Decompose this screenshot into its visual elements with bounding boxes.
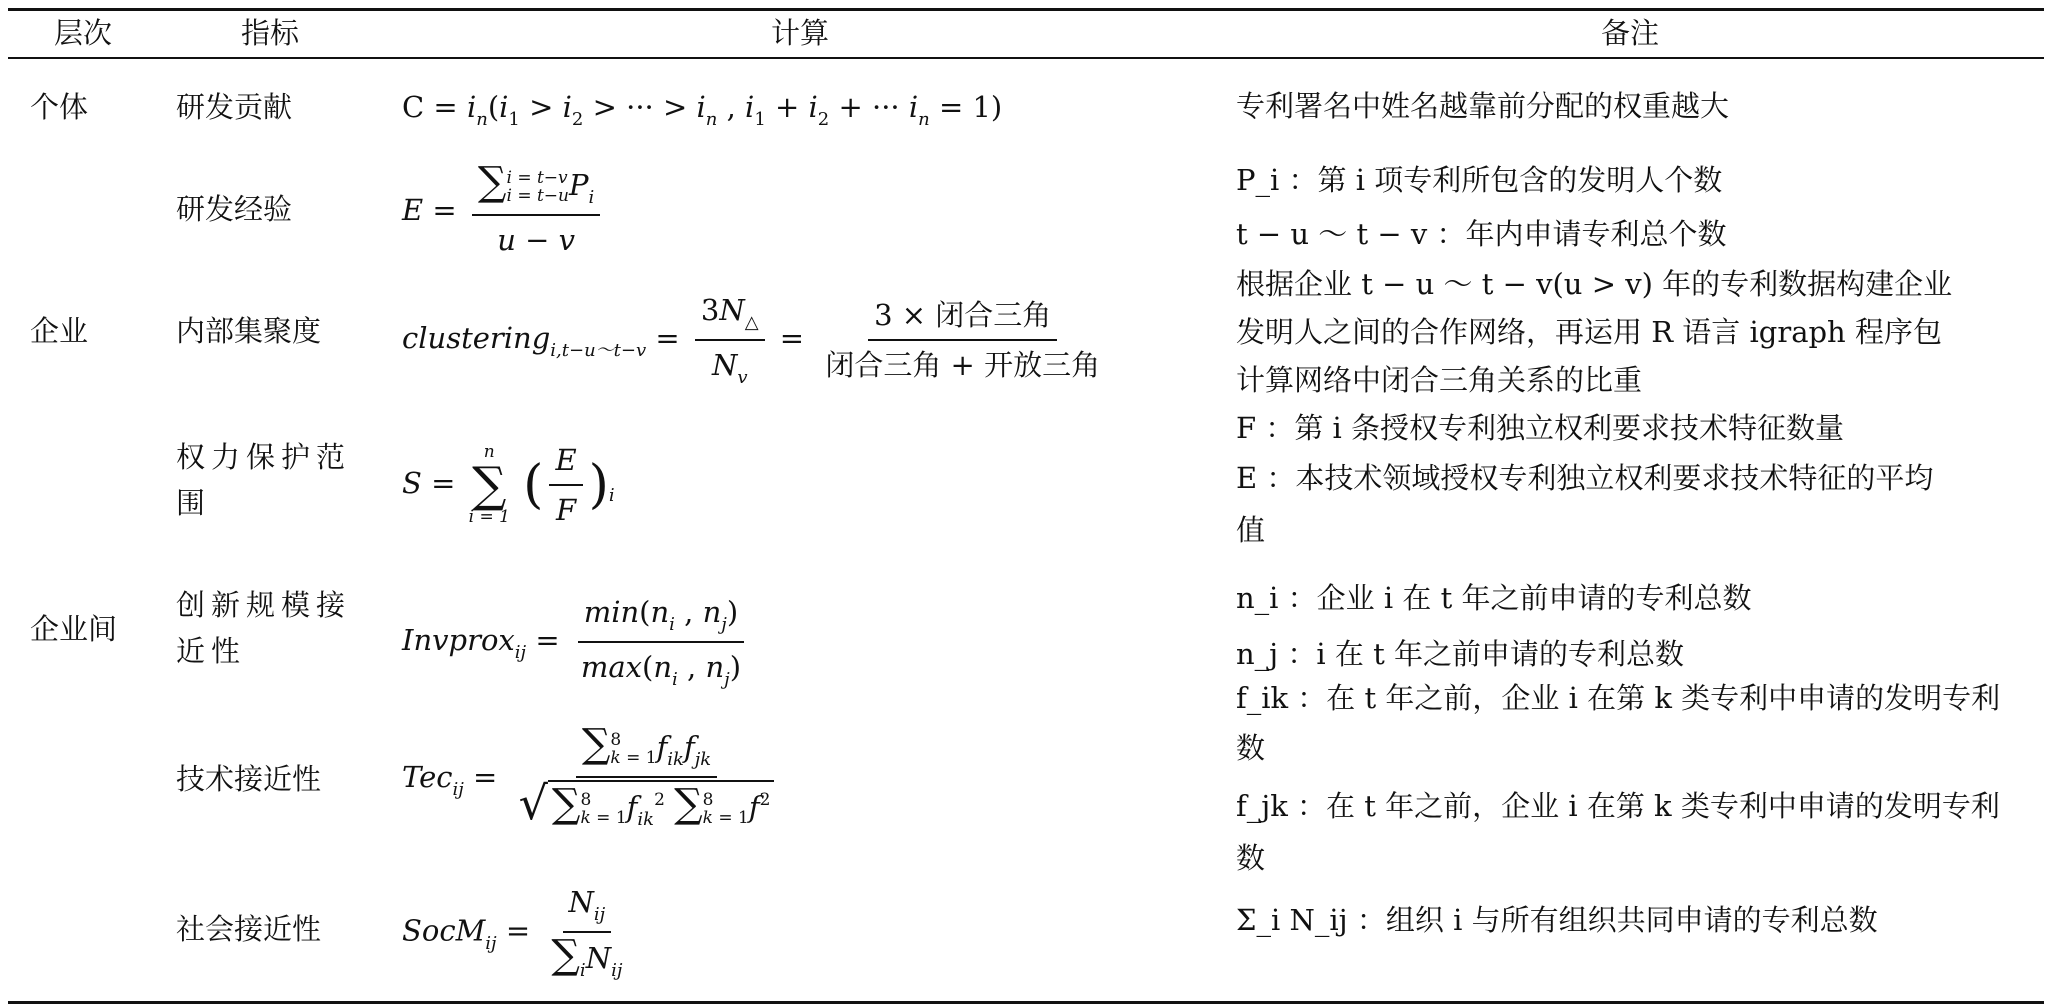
note-rd-experience-1: P_i ：第 i 项专利所包含的发明人个数 [1236, 163, 1723, 197]
note-protection-2: E ：本技术领域授权专利独立权利要求技术特征的平均 [1236, 461, 1934, 495]
indicator-protection-scope: 权力保护范围 [176, 440, 352, 520]
header-indicator: 指标 [240, 16, 299, 50]
indicator-internal-clustering: 内部集聚度 [176, 314, 322, 348]
formula-social-proximity: SocM$_{ij}$ = $\frac{N_{ij}}{\sum_iN_{ij}}$ [402, 880, 634, 985]
level-enterprise: 企业 [30, 314, 89, 348]
table-header-rule [8, 57, 2044, 59]
note-scale-1: n_i ：企业 i 在 t 年之前申请的专利总数 [1236, 581, 1752, 615]
formula-protection-scope: S = n ∑ i = 1 ( $\frac{E}{F}$ )$_i$ [402, 438, 615, 532]
formula-rd-experience: E = ∑ i = t−v i = t−u $P_i$ u − v [402, 162, 606, 262]
note-scale-2: n_j ：i 在 t 年之前申请的专利总数 [1236, 637, 1684, 671]
formula-scale-proximity: Invprox$_{ij}$ = $\frac{\min(n_i , n_j)}{\max(n_i , n_j)}$ [402, 590, 753, 694]
note-social-1: Σ_i N_ij ：组织 i 与所有组织共同申请的专利总数 [1236, 903, 1878, 937]
note-rd-contribution: 专利署名中姓名越靠前分配的权重越大 [1236, 89, 1730, 123]
note-tech-4: 数 [1236, 841, 1266, 875]
indicator-rd-experience: 研发经验 [176, 192, 293, 226]
table-bottom-rule [8, 1001, 2044, 1004]
level-inter-enterprise: 企业间 [30, 612, 118, 646]
note-protection-3: 值 [1236, 513, 1266, 547]
note-tech-2: 数 [1236, 731, 1266, 765]
note-rd-experience-2: t − u ～ t − v ：年内申请专利总个数 [1236, 217, 1727, 251]
level-individual: 个体 [30, 90, 89, 124]
note-protection-1: F ：第 i 条授权专利独立权利要求技术特征数量 [1236, 411, 1845, 445]
note-clustering-2: 发明人之间的合作网络，再运用 R 语言 igraph 程序包 [1236, 315, 1942, 349]
header-notes: 备注 [1600, 16, 1659, 50]
note-tech-3: f_jk ：在 t 年之前，企业 i 在第 k 类专利中申请的发明专利 [1236, 789, 2000, 823]
note-clustering-3: 计算网络中闭合三角关系的比重 [1236, 363, 1643, 397]
formula-rd-contribution: $C = i_n(i_1 > i_2$ > ··· > $i_n$ , $i_1 + i_2$ + ··· $i_n = 1$) [402, 90, 1003, 130]
indicator-scale-proximity: 创新规模接近性 [176, 588, 352, 668]
indicator-rd-contribution: 研发贡献 [176, 90, 293, 124]
note-clustering-1: 根据企业 t − u ～ t − v(u > v) 年的专利数据构建企业 [1236, 267, 1953, 301]
formula-tech-proximity: Tec$_{ij}$ = ∑ 8 k = 1 $f_{ik}f_{jk}$ √ ∑ 8 k = 1 $f_{ik}^2$ ∑ 8 k = 1 $f^2$ [402, 724, 786, 834]
header-calculation: 计算 [770, 16, 829, 50]
note-tech-1: f_ik ：在 t 年之前，企业 i 在第 k 类专利中申请的发明专利 [1236, 681, 2001, 715]
formula-internal-clustering: clustering$_{i,t-u\sim t-v}$ = $\frac{3N_\triangle}{N_v}$ = $\frac{\text{3 × 闭合三角}}{\text{闭合三角 + 开放三角}}$ [402, 288, 1112, 392]
indicator-social-proximity: 社会接近性 [176, 912, 322, 946]
header-level: 层次 [53, 16, 112, 50]
indicator-tech-proximity: 技术接近性 [176, 762, 322, 796]
